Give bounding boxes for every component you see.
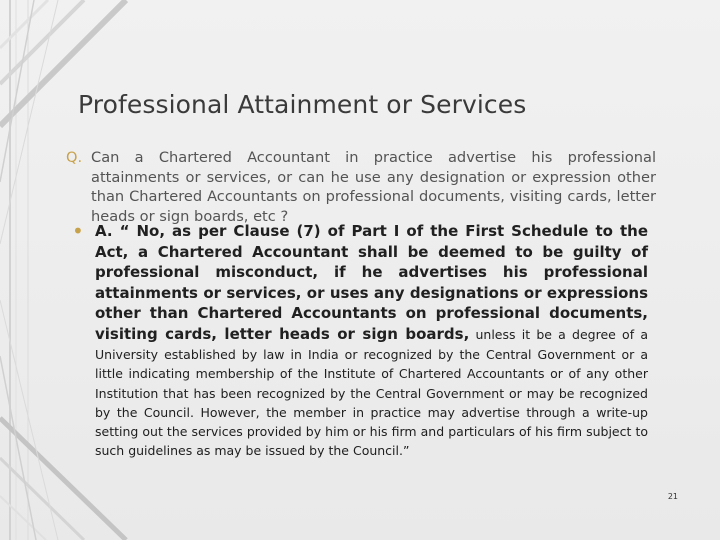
page-number: 21 (667, 492, 678, 501)
bullet-icon: • (72, 219, 84, 243)
answer-bold-text: A. “ No, as per Clause (7) of Part I of the First Schedule to the Act, a Chartered Accountant shall be deemed to be guilty of professional misconduct, if he advertises his professional attainments or services, or uses any designations or expressions other than Chartered Accountants on professional documents, visiting cards, letter heads or sign boards, (95, 222, 648, 343)
decor-line (0, 458, 84, 540)
decor-line (0, 0, 34, 182)
slide-title: Professional Attainment or Services (78, 90, 527, 119)
answer-regular-text: unless it be a degree of a University established by law in India or recognized by the Central Government or a little indicating membership of the Institute of Chartered Accountants or of any other Institution that has been recognized by the Central Government or may be recognized by the Council. However, the member in practice may advertise through a write-up setting out the services provided by him or his firm and particulars of his firm subject to such guidelines as may be issued by the Council.” (95, 326, 648, 459)
question-text: Can a Chartered Accountant in practice advertise his professional attainments or services, or can he use any designation or expression other than Chartered Accountants on professional documents, visiting cards, letter heads or sign boards, etc ? (91, 149, 656, 225)
question-marker: Q. (66, 149, 83, 166)
question-block (66, 148, 656, 226)
decor-line (0, 0, 58, 244)
decor-line (0, 496, 46, 540)
answer-text (95, 221, 648, 460)
answer-block (72, 221, 648, 460)
decor-line (0, 0, 84, 84)
